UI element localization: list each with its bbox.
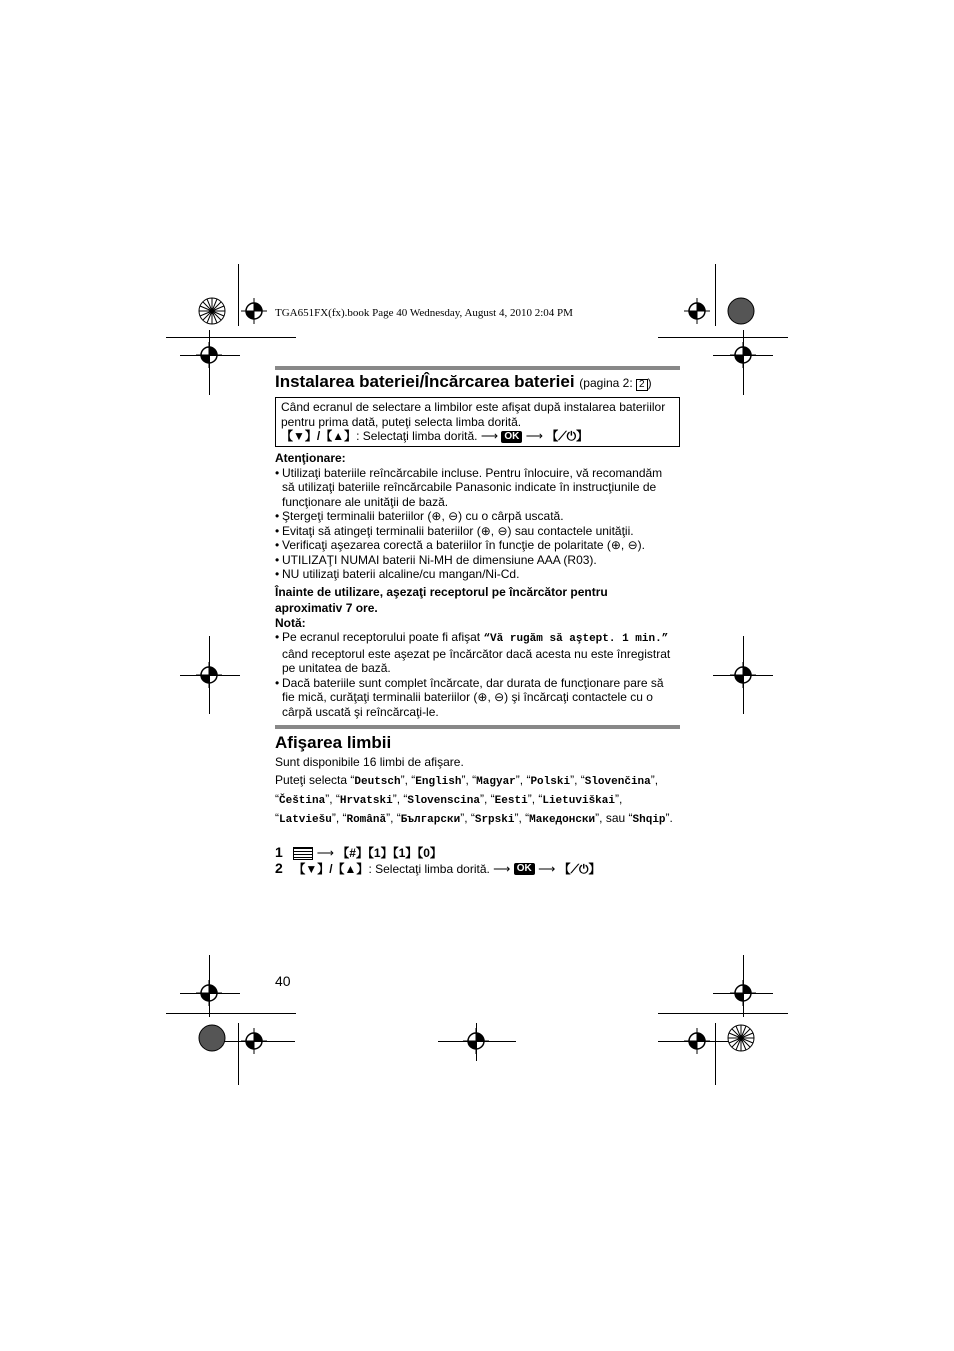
registration-target-icon — [196, 980, 222, 1006]
registration-target-icon — [730, 342, 756, 368]
language-block — [275, 755, 675, 829]
caution-title: Atenţionare: — [275, 451, 346, 465]
ref-number: 2 — [636, 379, 648, 391]
registration-target-icon — [196, 342, 222, 368]
note-text: Pe ecranul receptorului poate fi afişat — [282, 630, 484, 644]
print-header: TGA651FX(fx).book Page 40 Wednesday, August 4, 2010 2:04 PM — [275, 307, 573, 319]
starburst-icon — [198, 297, 226, 325]
info-box — [275, 397, 680, 447]
registration-target-icon — [730, 662, 756, 688]
registration-target-icon — [730, 980, 756, 1006]
starburst-icon — [727, 1024, 755, 1052]
section-title: Afişarea limbii — [275, 733, 392, 752]
language-option: Hrvatski — [339, 794, 393, 807]
info-instruction — [281, 429, 674, 444]
step-number: 2 — [275, 859, 283, 876]
step-number: 1 — [275, 844, 283, 860]
note-text: când receptorul este aşezat pe încărcător dacă acesta nu este înregistrat pe unitatea de bază. — [282, 646, 671, 675]
language-option: Slovenscina — [407, 794, 480, 807]
language-option: Latviešu — [279, 813, 332, 826]
or-word: sau — [605, 810, 626, 825]
ref-prefix: (pagina 2: — [579, 376, 637, 390]
language-option: Română — [346, 813, 387, 826]
intro-text: Sunt disponibile 16 limbi de afişare. — [275, 755, 464, 769]
info-line: Când ecranul de selectare a limbilor este afişat după instalarea bateriilor — [281, 400, 666, 414]
ok-key-icon: OK — [514, 863, 535, 875]
off-key-icon: 【⟋⏻】 — [546, 429, 589, 443]
language-option: Shqip — [632, 813, 666, 826]
language-option: Deutsch — [354, 775, 401, 788]
note-item — [275, 630, 675, 676]
caution-item: • UTILIZAŢI NUMAI baterii Ni-MH de dimensiune AAA (R03). — [275, 553, 675, 568]
off-key-icon: 【⟋⏻】 — [558, 861, 601, 876]
language-list: Puteţi selecta “Deutsch”, “English”, “Magyar”, “Polski”, “Slovenčina”, “Čeština”, “Hrvatski”, “Slovenscina”, “Eesti”, “Lietuviškai”, “Latviešu”, “Română”, “Български”, “Srpski”, “Македонски”, sau “Shqip”. — [275, 772, 673, 826]
language-option: English — [415, 775, 462, 788]
language-option: Polski — [530, 775, 571, 788]
caution-item: • NU utilizaţi baterii alcaline/cu mangan/Ni-Cd. — [275, 567, 675, 582]
arrow-right-icon: ⟶ — [525, 429, 543, 443]
language-option: Eesti — [494, 794, 528, 807]
arrow-right-icon: ⟶ — [538, 861, 556, 876]
ok-key-icon: OK — [501, 431, 522, 443]
caution-item: • Evitaţi să atingeţi terminalii bateriilor (⊕, ⊖) sau contactele unităţii. — [275, 524, 675, 539]
registration-target-icon — [196, 662, 222, 688]
arrow-right-icon: ⟶ — [480, 429, 499, 443]
select-prefix: Puteţi selecta — [275, 772, 348, 787]
arrow-right-icon: ⟶ — [493, 861, 511, 876]
registration-target-icon — [684, 298, 710, 324]
step-2 — [275, 861, 675, 877]
page-reference — [579, 376, 651, 390]
registration-target-icon — [241, 298, 267, 324]
note-title: Notă: — [275, 615, 306, 630]
section-title-text: Instalarea bateriei/Încărcarea bateriei — [275, 372, 575, 391]
grey-circle-icon — [727, 297, 755, 325]
instruction-text: : Selectaţi limba dorită. — [356, 429, 478, 443]
ref-suffix: ) — [647, 376, 652, 390]
instruction-text: : Selectaţi limba dorită. — [368, 861, 490, 876]
page-number: 40 — [275, 973, 291, 989]
steps — [275, 845, 675, 876]
language-option: Lietuviškai — [542, 794, 615, 807]
section-rule — [275, 366, 680, 370]
navigator-keys: 【▼】/【▲】 — [281, 429, 357, 443]
step-1 — [275, 845, 675, 861]
display-message: “Vă rugăm să aştept. 1 min.” — [483, 633, 669, 645]
caution-item: • Utilizaţi bateriile reîncărcabile incluse. Pentru înlocuire, vă recomandăm să utilizaţi bateriile reîncărcabile Panasonic indicate în instrucţiunile de funcţionare ale unităţii de bază. — [275, 466, 675, 510]
caution-item: • Verificaţi aşezarea corectă a bateriilor în funcţie de polaritate (⊕, ⊖). — [275, 538, 675, 553]
info-line: pentru prima dată, puteţi selecta limba dorită. — [281, 414, 522, 429]
before-use-note: Înainte de utilizare, aşezaţi receptorul pe încărcător pentru aproximativ 7 ore. — [275, 584, 608, 615]
navigator-keys: 【▼】/【▲】 — [293, 861, 369, 876]
language-option: Български — [400, 813, 461, 826]
section-title — [275, 372, 652, 392]
language-option: Македонски — [529, 813, 596, 826]
language-option: Čeština — [279, 794, 326, 807]
note-item: • Dacă bateriile sunt complet încărcate, dar durata de funcţionare pare să fie mică, curăţaţi terminalii bateriilor (⊕, ⊖) şi încărcaţi contactele cu o cârpă uscată şi reîncărcaţi-le. — [275, 676, 675, 720]
section-rule — [275, 725, 680, 729]
arrow-right-icon: ⟶ — [316, 846, 334, 860]
key-sequence: 【#】【1】【1】【0】 — [337, 846, 442, 860]
registration-target-icon — [463, 1028, 489, 1054]
language-option: Srpski — [474, 813, 515, 826]
registration-target-icon — [241, 1028, 267, 1054]
language-option: Slovenčina — [584, 775, 651, 788]
caution-item: • Ştergeţi terminalii bateriilor (⊕, ⊖) cu o cârpă uscată. — [275, 509, 675, 524]
language-option: Magyar — [476, 775, 516, 788]
grey-circle-icon — [198, 1024, 226, 1052]
registration-target-icon — [684, 1028, 710, 1054]
caution-block — [275, 451, 675, 719]
menu-key-icon — [293, 847, 313, 860]
